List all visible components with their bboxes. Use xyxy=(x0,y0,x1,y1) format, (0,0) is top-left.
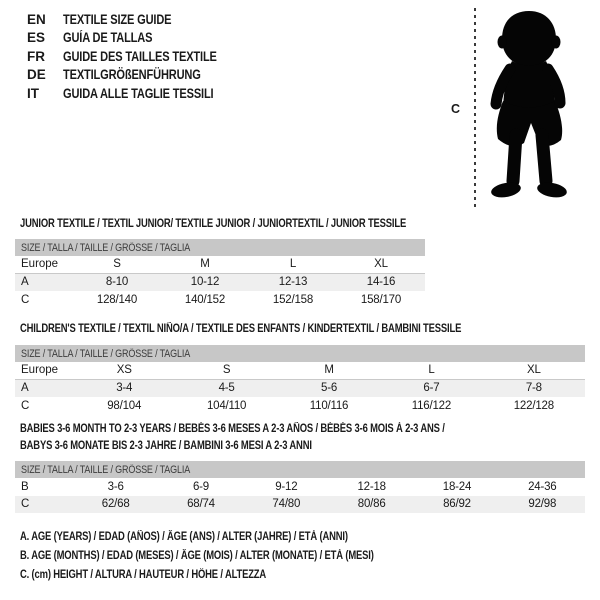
size-header-band: SIZE / TALLA / TAILLE / GRÖSSE / TAGLIA xyxy=(15,239,425,256)
size-cell: 152/158 xyxy=(272,293,314,306)
row-label: Europe xyxy=(21,364,59,377)
size-cell: S xyxy=(222,364,231,377)
size-cell: 10-12 xyxy=(190,276,220,289)
size-header-band: SIZE / TALLA / TAILLE / GRÖSSE / TAGLIA xyxy=(15,461,585,478)
size-cell: 3-6 xyxy=(107,480,124,493)
language-code: IT xyxy=(27,85,39,101)
table-row xyxy=(15,397,585,415)
language-code: EN xyxy=(27,11,46,27)
language-code: ES xyxy=(27,30,46,46)
children-section-title: CHILDREN'S TEXTILE / TEXTIL NIÑO/A / TEXTILE DES ENFANTS / KINDERTEXTIL / BAMBINI TESSILE xyxy=(20,323,462,335)
junior-section-title: JUNIOR TEXTILE / TEXTIL JUNIOR/ TEXTILE JUNIOR / JUNIORTEXTIL / JUNIOR TESSILE xyxy=(20,218,407,230)
size-cell: XS xyxy=(116,364,132,377)
table-row xyxy=(15,496,585,514)
legend-line-a: A. AGE (YEARS) / EDAD (AÑOS) / ÂGE (ANS) / ALTER (JAHRE) / ETÀ (ANNI) xyxy=(20,531,348,543)
size-cell: XL xyxy=(526,364,541,377)
size-cell: 104/110 xyxy=(206,399,247,412)
language-title: GUÍA DE TALLAS xyxy=(63,30,153,46)
language-code: DE xyxy=(27,67,46,83)
language-header xyxy=(27,10,251,103)
legend-line-c: C. (cm) HEIGHT / ALTURA / HAUTEUR / HÖHE / ALTEZZA xyxy=(20,569,267,581)
children-size-table xyxy=(15,345,585,415)
size-cell: 12-18 xyxy=(357,480,386,493)
size-cell: 80/86 xyxy=(357,498,386,511)
legend-line-b: B. AGE (MONTHS) / EDAD (MESES) / ÂGE (MOIS) / ALTER (MONATE) / ETÀ (MESI) xyxy=(20,550,374,562)
language-row xyxy=(27,84,251,103)
size-cell: 128/140 xyxy=(96,293,138,306)
size-cell: 86/92 xyxy=(443,498,471,511)
row-label: Europe xyxy=(21,258,59,271)
table-row xyxy=(15,291,425,309)
size-cell: 6-7 xyxy=(423,382,440,395)
language-title: TEXTILE SIZE GUIDE xyxy=(63,11,172,27)
babies-size-table xyxy=(15,461,585,513)
row-label: C xyxy=(21,399,30,412)
size-cell: 158/170 xyxy=(360,293,402,306)
size-cell: 110/116 xyxy=(309,399,349,412)
language-title: TEXTILGRÖßENFÜHRUNG xyxy=(63,67,201,83)
size-cell: 3-4 xyxy=(116,382,133,395)
size-cell: 74/80 xyxy=(272,498,301,511)
row-label: A xyxy=(21,382,29,395)
language-row xyxy=(27,66,251,85)
table-row xyxy=(15,362,585,380)
language-title: GUIDE DES TAILLES TEXTILE xyxy=(63,48,217,64)
size-cell: L xyxy=(428,364,435,377)
size-cell: 68/74 xyxy=(187,498,215,511)
size-header-band: SIZE / TALLA / TAILLE / GRÖSSE / TAGLIA xyxy=(15,345,585,362)
language-row xyxy=(27,29,251,48)
size-cell: S xyxy=(113,258,121,271)
table-row xyxy=(15,478,585,496)
size-cell: XL xyxy=(374,258,388,271)
language-row xyxy=(27,10,251,29)
height-dotted-line xyxy=(474,8,476,209)
size-cell: 92/98 xyxy=(528,498,557,511)
height-marker-label: C xyxy=(451,102,461,116)
babies-section-title: BABIES 3-6 MONTH TO 2-3 YEARS / BEBÉS 3-6 MESES A 2-3 AÑOS / BÉBÉS 3-6 MOIS À 2-3 ANS / BABYS 3-6 MONATE BIS 2-3 JAHRE / BAMBINI 3-6 MESI A 2-3 ANNI xyxy=(20,423,445,452)
language-row xyxy=(27,47,251,66)
row-label: C xyxy=(21,498,30,511)
size-cell: M xyxy=(324,364,334,377)
legend xyxy=(20,531,451,588)
size-cell: 24-36 xyxy=(528,480,557,493)
size-cell: M xyxy=(200,258,210,271)
size-cell: 116/122 xyxy=(411,399,452,412)
size-cell: 12-13 xyxy=(278,276,308,289)
size-cell: 7-8 xyxy=(525,382,542,395)
size-cell: 14-16 xyxy=(366,276,396,289)
size-cell: 8-10 xyxy=(105,276,129,289)
table-row xyxy=(15,256,425,274)
row-label: C xyxy=(21,293,30,306)
row-label: A xyxy=(21,276,29,289)
size-cell: 9-12 xyxy=(275,480,298,493)
size-cell: 6-9 xyxy=(192,480,209,493)
table-row xyxy=(15,380,585,398)
size-cell: 140/152 xyxy=(184,293,226,306)
row-label: B xyxy=(21,480,29,493)
size-cell: 4-5 xyxy=(218,382,235,395)
size-cell: 5-6 xyxy=(321,382,338,395)
size-cell: 18-24 xyxy=(442,480,472,493)
language-code: FR xyxy=(27,48,45,64)
size-cell: 62/68 xyxy=(101,498,130,511)
junior-size-table xyxy=(15,239,425,309)
size-cell: L xyxy=(289,258,297,271)
table-row xyxy=(15,274,425,292)
size-cell: 98/104 xyxy=(107,399,142,412)
baby-silhouette-icon xyxy=(479,9,579,207)
language-title: GUIDA ALLE TAGLIE TESSILI xyxy=(63,85,214,101)
size-cell: 122/128 xyxy=(513,399,554,412)
